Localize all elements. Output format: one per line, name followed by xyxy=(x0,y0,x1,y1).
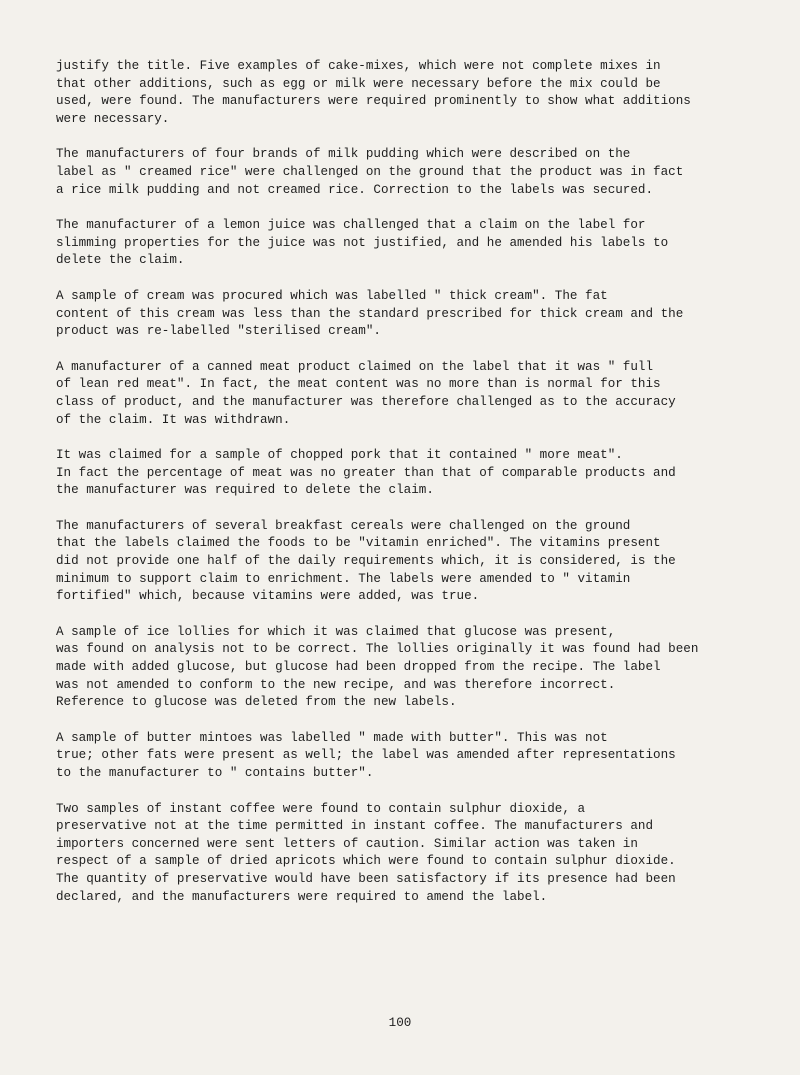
paragraph-ice-lollies: A sample of ice lollies for which it was claimed that glucose was present, was found on analysis not to be correct. The lollies originally it was found had been made with added glucose, but glucose had been dropped from the recipe. The label was not amended to conform to the new recipe, and was therefore incorrect. Reference to glucose was deleted from the new labels. xyxy=(56,624,699,710)
paragraph-cake-mixes: justify the title. Five examples of cake-mixes, which were not complete mixes in that other additions, such as egg or milk were necessary before the mix could be used, were found. The manufacturers were required prominently to show what additions were necessary. xyxy=(56,59,691,126)
paragraph-milk-pudding: The manufacturers of four brands of milk pudding which were described on the label as " creamed rice" were challenged on the ground that the product was in fact a rice milk pudding and not creamed rice. Correction to the labels was secured. xyxy=(56,147,684,197)
paragraph-canned-meat: A manufacturer of a canned meat product claimed on the label that it was " full of lean red meat". In fact, the meat content was no more than is normal for this class of product, and the manufacturer was therefore challenged as to the accuracy of the claim. It was withdrawn. xyxy=(56,359,676,427)
paragraph-lemon-juice: The manufacturer of a lemon juice was challenged that a claim on the label for slimming properties for the juice was not justified, and he amended his labels to delete the claim. xyxy=(56,218,669,268)
paragraph-chopped-pork: It was claimed for a sample of chopped pork that it contained " more meat". In fact the percentage of meat was no greater than that of comparable products and the manufacturer was required to delete the claim. xyxy=(56,448,676,498)
paragraph-butter-mintoes: A sample of butter mintoes was labelled " made with butter". This was not true; other fats were present as well; the label was amended after representations to the manufacturer to " contains butter". xyxy=(56,730,676,780)
paragraph-thick-cream: A sample of cream was procured which was labelled " thick cream". The fat content of this cream was less than the standard prescribed for thick cream and the product was re-labelled "sterilised cream". xyxy=(56,288,684,339)
paragraph-breakfast-cereals: The manufacturers of several breakfast cereals were challenged on the ground that the labels claimed the foods to be "vitamin enriched". The vitamins present did not provide one half of the daily requirements which, it is considered, is the minimum to support claim to enrichment. The labels were amended to " vitamin fortified" which, because vitamins were added, was true. xyxy=(56,518,676,604)
paragraph-instant-coffee: Two samples of instant coffee were found to contain sulphur dioxide, a preservative not at the time permitted in instant coffee. The manufacturers and importers concerned were sent letters of caution. Similar action was taken in respect of a sample of dried apricots which were found to contain sulphur dioxide. The quantity of preservative would have been satisfactory if its presence had been declared, and the manufacturers were required to amend the label. xyxy=(56,801,676,904)
document-body xyxy=(56,58,746,924)
page-number: 100 xyxy=(388,1016,412,1030)
